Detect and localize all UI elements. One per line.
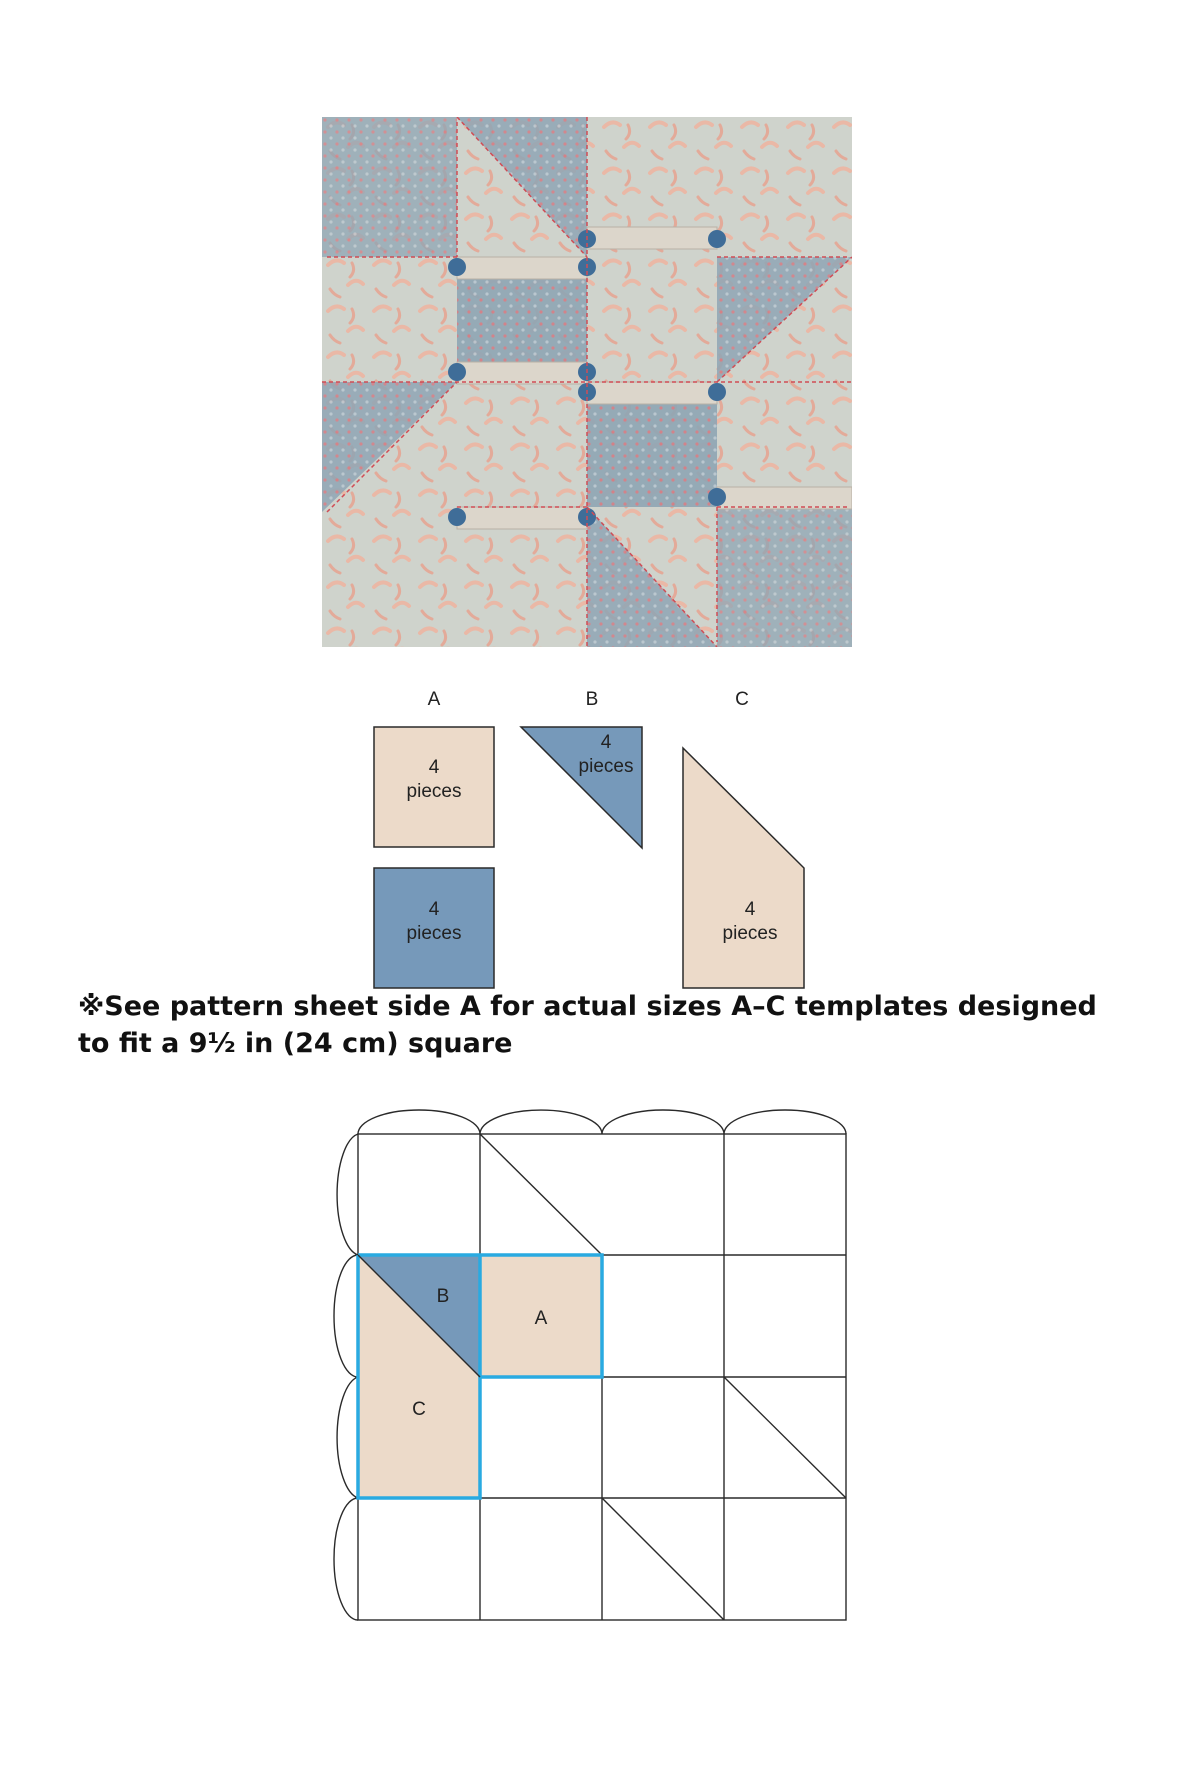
template-b-qty: 4 — [600, 732, 612, 753]
left-scallops — [334, 1134, 358, 1620]
block-label-c: C — [412, 1399, 426, 1420]
top-scallops — [358, 1110, 846, 1134]
template-pieces — [0, 670, 1181, 1000]
template-c-label: C — [735, 689, 749, 710]
template-c-trapezoid — [683, 748, 804, 988]
template-b-triangle — [521, 727, 642, 848]
template-b-unit: pieces — [578, 756, 634, 777]
template-a-blue-qty: 4 — [428, 899, 440, 920]
template-a-beige-qty: 4 — [428, 757, 440, 778]
block-label-a: A — [534, 1308, 548, 1329]
block-label-b: B — [436, 1286, 450, 1307]
template-a-label: A — [427, 689, 441, 710]
template-c-qty: 4 — [744, 899, 756, 920]
template-a-beige-unit: pieces — [406, 781, 462, 802]
template-b-label: B — [585, 689, 599, 710]
quilt-block-photo — [322, 117, 852, 647]
block-assembly-diagram — [0, 1090, 1181, 1650]
pattern-sheet-note: ※See pattern sheet side A for actual sizes A–C templates designed to fit a 9½ in (24 cm) square — [78, 991, 1097, 1059]
template-a-blue-unit: pieces — [406, 923, 462, 944]
template-c-unit: pieces — [722, 923, 778, 944]
